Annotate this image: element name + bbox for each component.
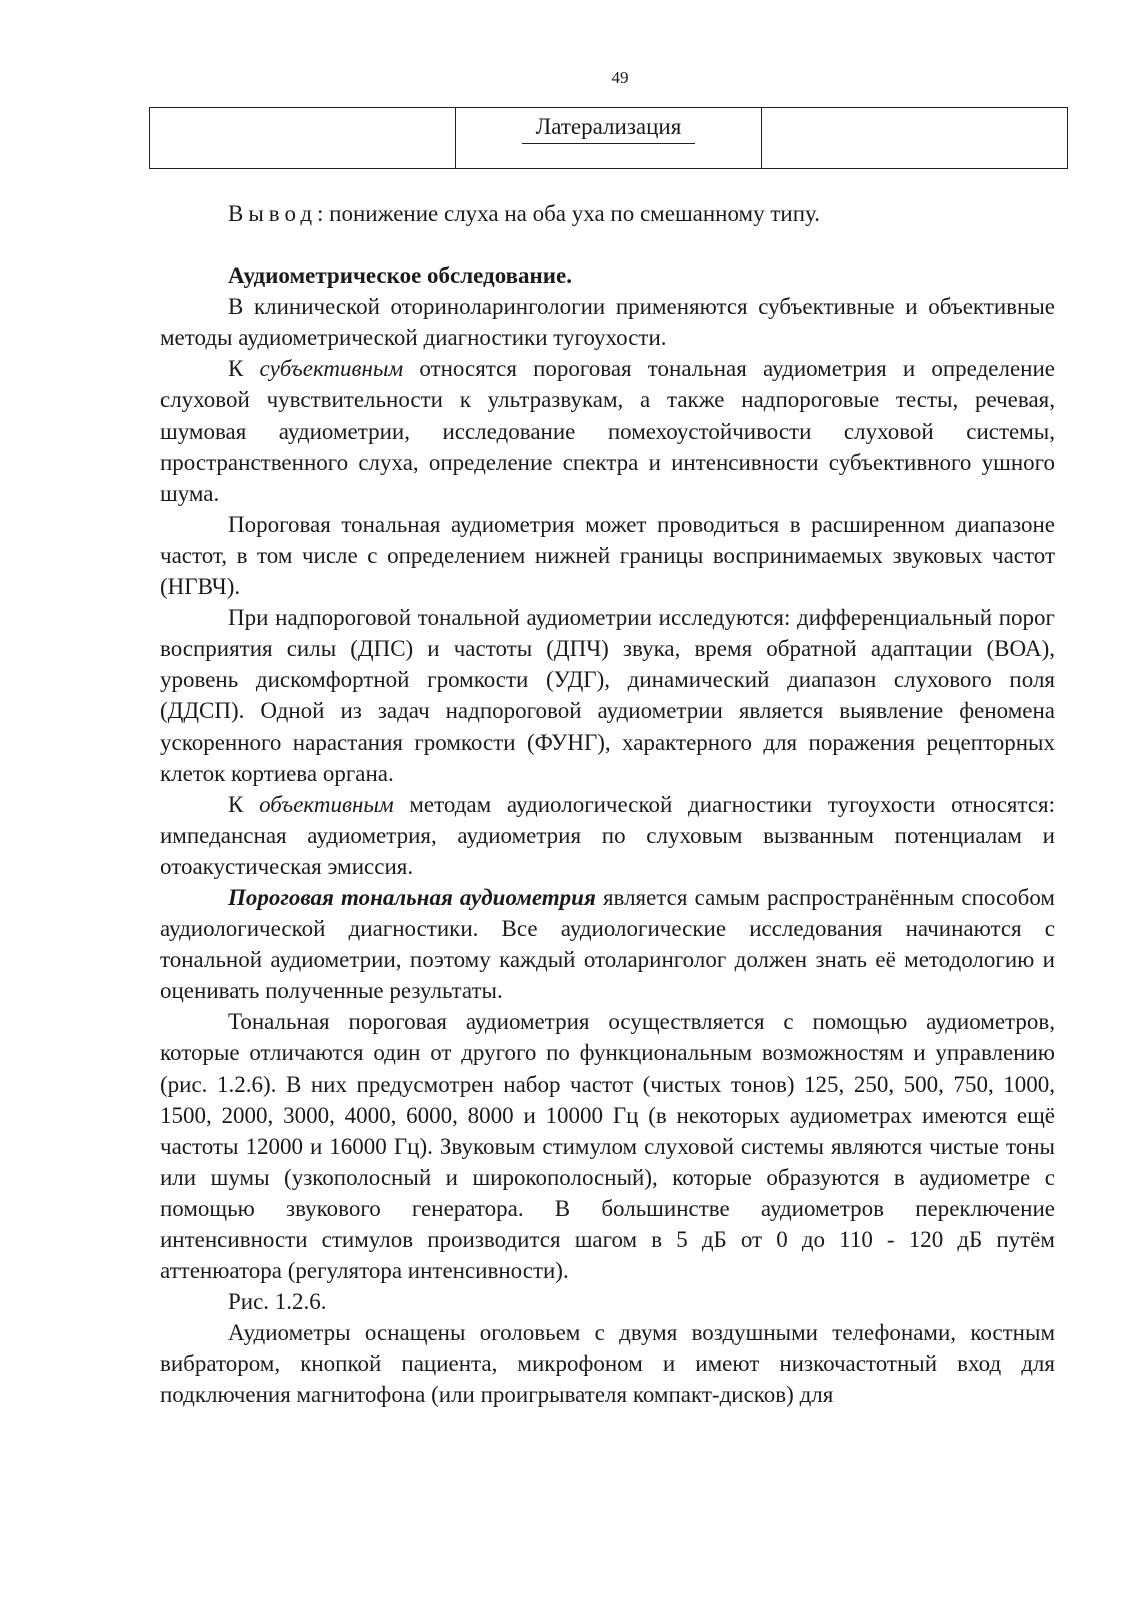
objective-before: К: [228, 791, 260, 817]
paragraph-objective: [160, 789, 1055, 882]
paragraph-subjective: [160, 353, 1055, 508]
paragraph-audiometers: Тональная пороговая аудиометрия осуществляется с помощью аудиометров, которые отличаются один от другого по функциональным возможностям и управлению (рис. 1.2.6). В них предусмотрен набор частот (чистых тонов) 125, 250, 500, 750, 1000, 1500, 2000, 3000, 4000, 6000, 8000 и 10000 Гц (в некоторых аудиометрах имеются ещё частоты 12000 и 16000 Гц). Звуковым стимулом слуховой системы являются чистые тоны или шумы (узкополосный и широкополосный), которые образуются в аудиометре с помощью звукового генератора. В большинстве аудиометров переключение интенсивности стимулов производится шагом в 5 дБ от 0 до 110 - 120 дБ путём аттенюатора (регулятора интенсивности).: [160, 1009, 1055, 1284]
threshold-tonal-after: является самым распространённым способом аудиологической диагностики. Все аудиологические исследования начинаются с тональной аудиометрии, поэтому каждый отоларинголог должен знать её методологию и оценивать полученные результаты.: [160, 884, 1055, 1004]
lateralization-label: Латерализация: [522, 114, 696, 144]
subjective-term: субъективным: [259, 356, 404, 382]
paragraph-equipment: Аудиометры оснащены оголовьем с двумя воздушными телефонами, костным вибратором, кнопкой пациента, микрофоном и имеют низкочастотный вход для подключения магнитофона (или проигрывателя компакт-дисков) для: [160, 1320, 1055, 1408]
subjective-after: относятся пороговая тональная аудиометрия и определение слуховой чувствительности к ультразвукам, а также надпороговые тесты, речевая, шумовая аудиометрии, исследование помехоустойчивости слуховой системы, пространственного слуха, определение спектра и интенсивности субъективного ушного шума.: [160, 356, 1055, 506]
table-cell-left: [150, 108, 456, 169]
table-cell-right: [762, 108, 1068, 169]
threshold-tonal-term: Пороговая тональная аудиометрия: [228, 884, 596, 910]
section-heading: Аудиометрическое обследование.: [228, 263, 573, 289]
page-number: 49: [611, 68, 629, 87]
body-text: [160, 198, 1055, 1411]
paragraph-threshold-range: Пороговая тональная аудиометрия может проводиться в расширенном диапазоне частот, в том числе с определением нижней границы воспринимаемых звуковых частот (НГВЧ).: [160, 511, 1055, 600]
conclusion-paragraph: [160, 198, 1055, 229]
paragraph-intro: В клинической оториноларингологии применяются субъективные и объективные методы аудиометрической диагностики тугоухости.: [160, 294, 1055, 351]
objective-after: методам аудиологической диагностики тугоухости относятся: импедансная аудиометрия, аудиометрия по слуховым вызванным потенциалам и отоакустическая эмиссия.: [160, 791, 1056, 879]
table-cell-center: [456, 108, 762, 169]
objective-term: объективным: [259, 791, 394, 817]
table-row: [150, 108, 1068, 169]
figure-reference: Рис. 1.2.6.: [228, 1289, 327, 1315]
paragraph-threshold-tonal: [160, 882, 1055, 1006]
conclusion-lead: Вывод: [228, 201, 318, 226]
subjective-before: К: [228, 356, 260, 382]
paragraph-suprathreshold: При надпороговой тональной аудиометрии исследуются: дифференциальный порог восприятия силы (ДПС) и частоты (ДПЧ) звука, время обратной адаптации (ВОА), уровень дискомфортной громкости (УДГ), динамический диапазон слухового поля (ДДСП). Одной из задач надпороговой аудиометрии является выявление феномена ускоренного нарастания громкости (ФУНГ), характерного для поражения рецепторных клеток кортиева органа.: [160, 605, 1055, 786]
conclusion-text: : понижение слуха на оба уха по смешанному типу.: [317, 201, 820, 226]
lateralization-table: [149, 107, 1068, 169]
